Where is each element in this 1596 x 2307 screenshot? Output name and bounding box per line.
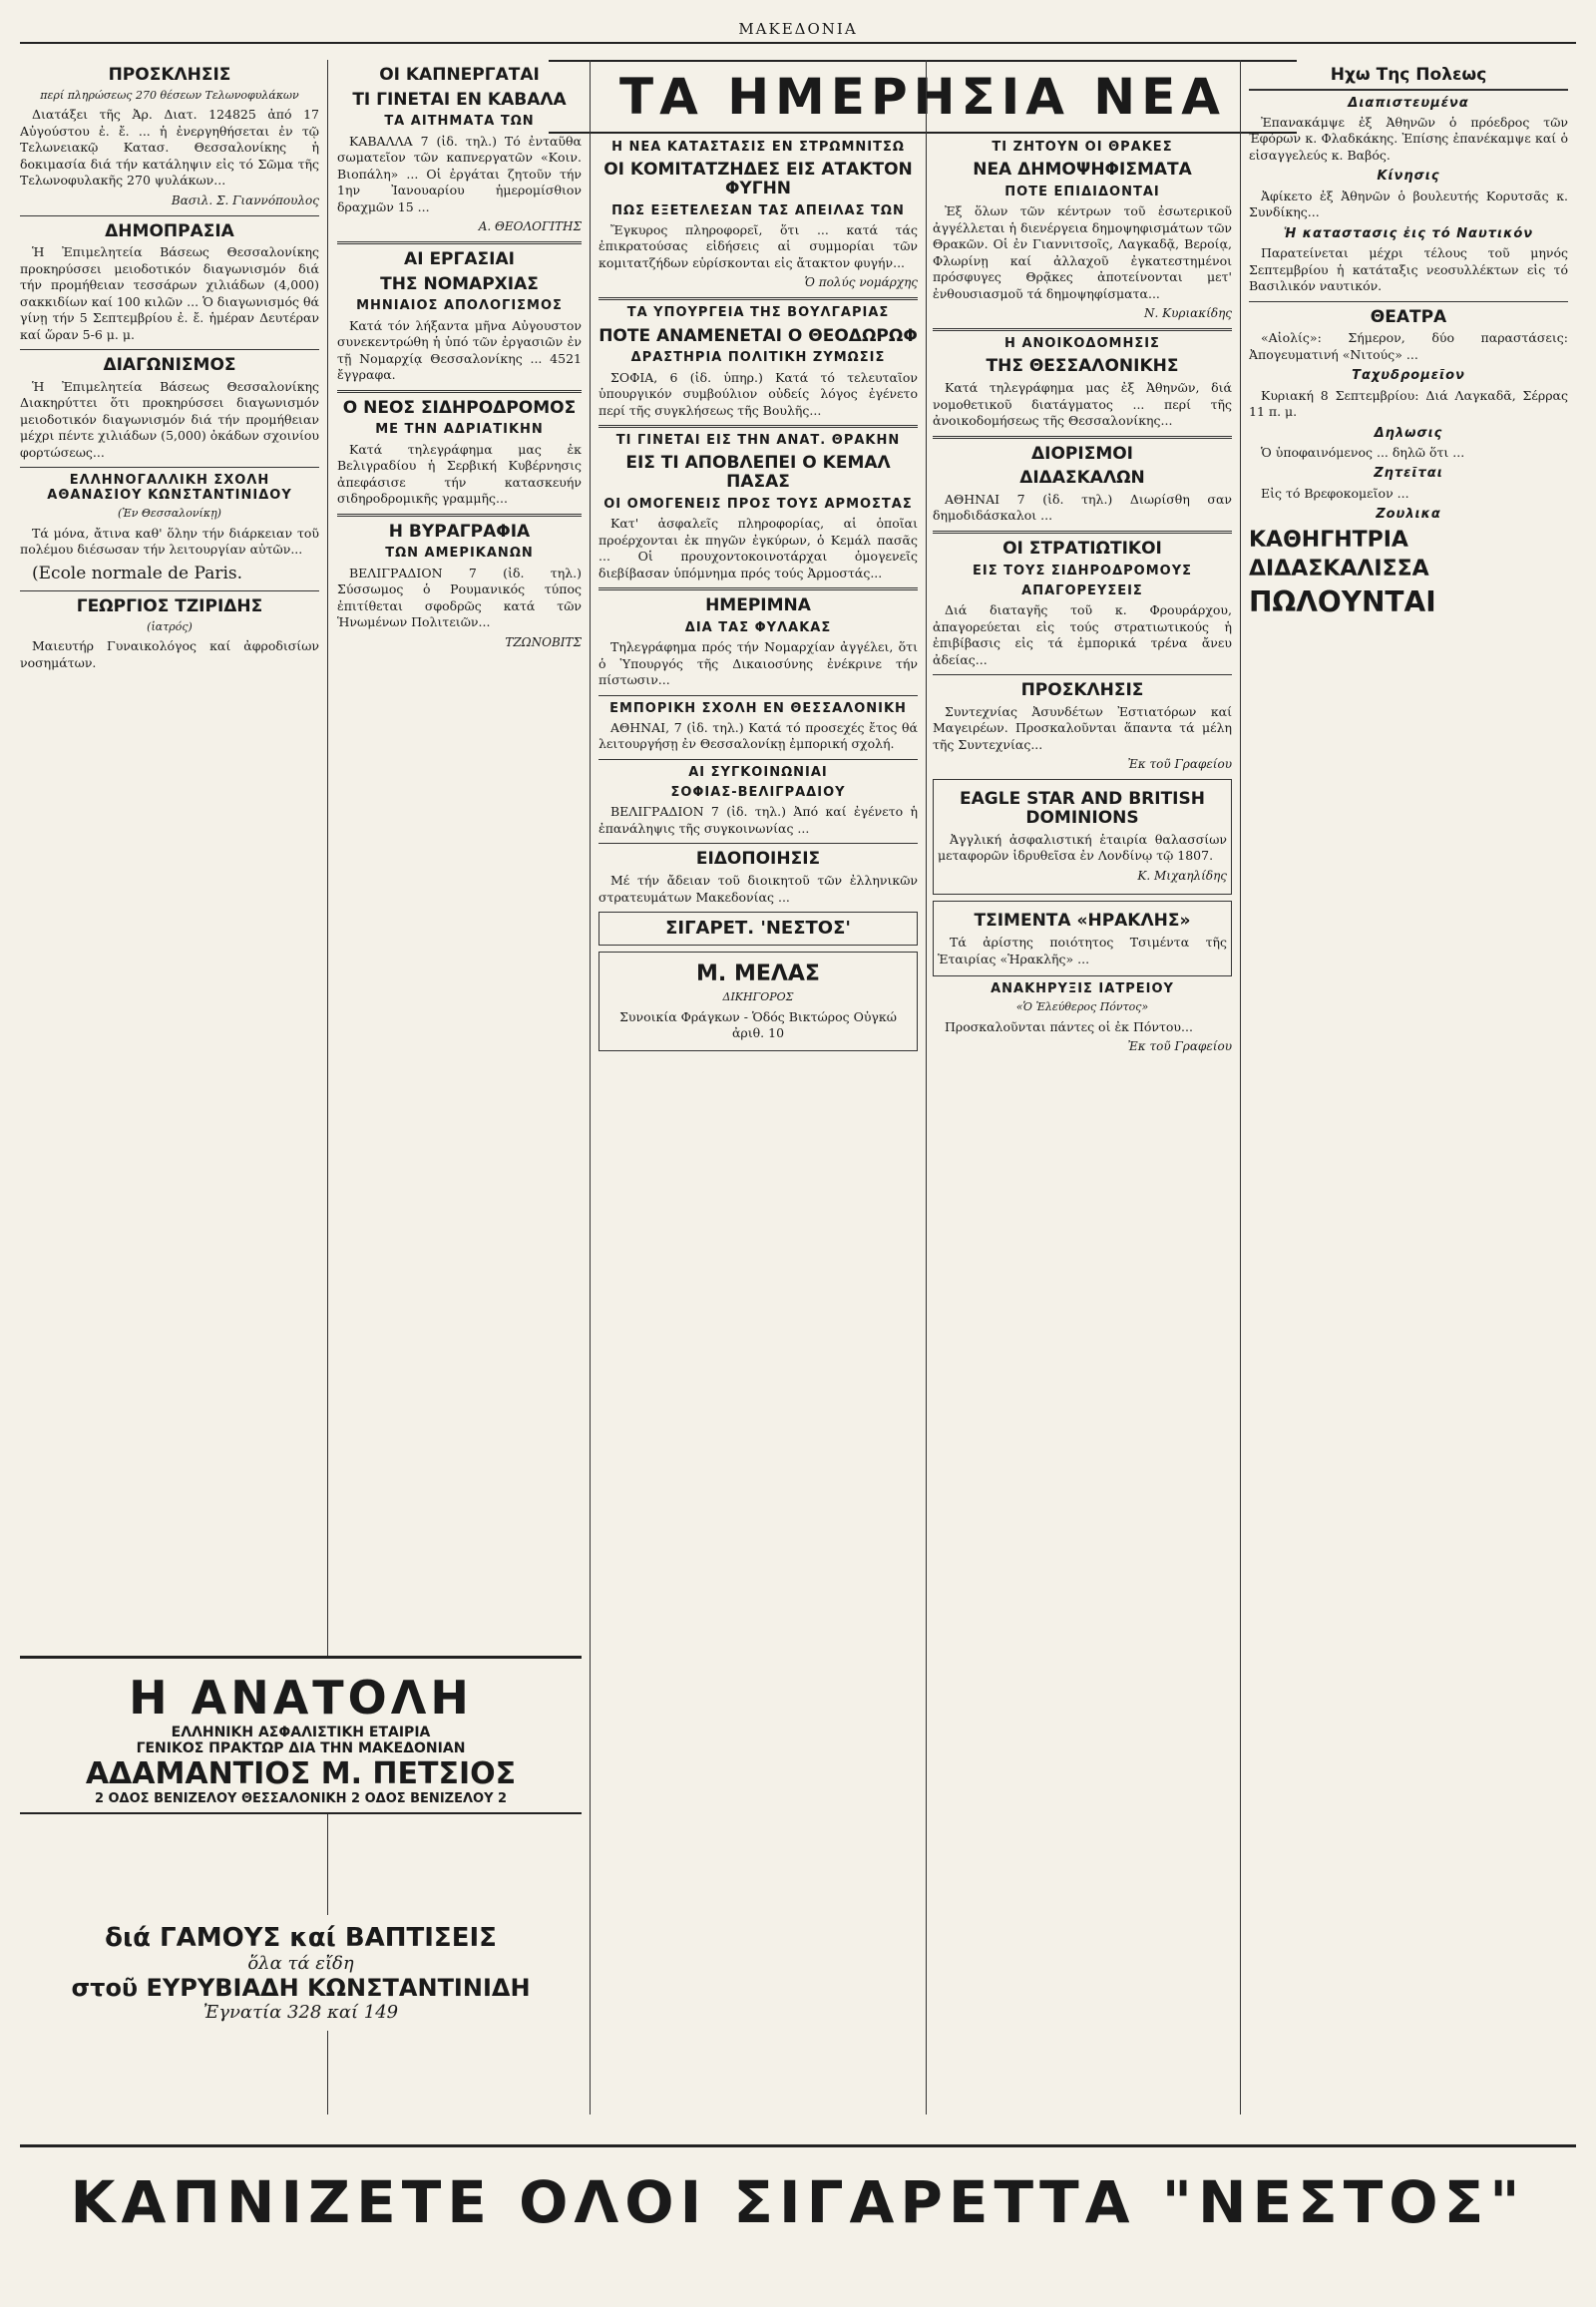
teacher-ad: ΔΙΔΑΣΚΑΛΙΣΣΑ [1249, 557, 1429, 582]
article-signature: Ὁ πολύς νομάρχης [804, 275, 918, 290]
article-subtitle: ΤΑ ΑΙΤΗΜΑΤΑ ΤΩΝ [384, 114, 535, 130]
lawyer-address: Συνοικία Φράγκων - Ὁδός Βικτώρος Οὐγκώ ἀριθ. 10 [619, 1008, 897, 1041]
divider [20, 215, 319, 216]
lawyer-name: Μ. ΜΕΛΑΣ [696, 961, 820, 986]
article-subtitle: ΜΕ ΤΗΝ ΑΔΡΙΑΤΙΚΗΝ [375, 422, 544, 438]
wedding-ad [20, 1915, 582, 2031]
notice-title: ΕΙΔΟΠΟΙΗΣΙΣ [695, 849, 821, 870]
article-subtitle: ΣΟΦΙΑΣ-ΒΕΛΙΓΡΑΔΙΟΥ [670, 785, 846, 801]
article-subtitle: ΤΩΝ ΑΜΕΡΙΚΑΝΩΝ [385, 546, 534, 562]
article-signature: ΤΖΩΝΟΒΙΤΣ [505, 634, 582, 649]
article-title: ΔΗΜΟΠΡΑΣΙΑ [105, 220, 234, 241]
article-body: Κατά τόν λήξαντα μῆνα Αὐγουστον συνεκεντρώθη ἡ ὑπό τῶν ἐργασιῶν ἐν τῇ Νομαρχίᾳ Θεσσαλονίκης ... 4521 ἔγγραφα. [337, 317, 582, 383]
article-body: Κατά τηλεγράφημα μας ἐκ Βελιγραδίου ἡ Σερβική Κυβέρνησις ἀπεφάσισε τήν κατασκευήν σιδηροδρομικῆς γραμμῆς... [337, 441, 582, 507]
article-kicker: ΤΑ ΥΠΟΥΡΓΕΙΑ ΤΗΣ ΒΟΥΛΓΑΡΙΑΣ [626, 305, 890, 321]
columns [20, 60, 1576, 2115]
anatoli-agent: ΑΔΑΜΑΝΤΙΟΣ Μ. ΠΕΤΣΙΟΣ [85, 1756, 517, 1791]
article-title: ΔΙΟΡΙΣΜΟΙ [1030, 443, 1134, 464]
cement-ad [933, 901, 1232, 976]
article-subtitle: ΠΟΤΕ ΕΠΙΔΙΔΟΝΤΑΙ [1004, 184, 1160, 199]
newspaper-page [20, 20, 1576, 2267]
article-subtitle: «Ὁ Ἐλεύθερος Πόντος» [1015, 1000, 1149, 1014]
article-title: ΤΗΣ ΝΟΜΑΡΧΙΑΣ [380, 273, 539, 294]
article-title: ΠΡΟΣΚΛΗΣΙΣ [108, 65, 231, 85]
article-title: ΠΟΤΕ ΑΝΑΜΕΝΕΤΑΙ Ο ΘΕΟΔΩΡΩΦ [598, 325, 918, 346]
article-body: Συντεχνίας Ἀσυνδέτων Ἐστιατόρων καί Μαγειρέων. Προσκαλοῦνται ἅπαντα τά μέλη τῆς Συντεχνίας... [933, 703, 1232, 752]
article-subtitle: ΟΙ ΟΜΟΓΕΝΕΙΣ ΠΡΟΣ ΤΟΥΣ ΑΡΜΟΣΤΑΣ [603, 496, 913, 512]
article-body: ΚΑΒΑΛΛΑ 7 (ἰδ. τηλ.) Τό ἐνταῦθα σωματεῖον τῶν καπνεργατῶν «Κοιν. Βιοπάλη» ... Οἱ ἐργάται ζητοῦν τήν 1ην Ἰανουαρίου ἡμερομίσθιον δραχμῶν 15 ... [337, 133, 582, 214]
article-title: Η ΒΥΡΑΓΡΑΦΙΑ [388, 521, 531, 542]
article-title: ΤΙ ΓΙΝΕΤΑΙ ΕΝ ΚΑΒΑΛΑ [352, 89, 567, 110]
divider [933, 674, 1232, 675]
divider [1249, 301, 1568, 302]
section-title: Δηλωσις [1374, 425, 1443, 441]
wedding-ad-line3: στοῦ ΕΥΡΥΒΙΑΔΗ ΚΩΝΣΤΑΝΤΙΝΙΔΗ [71, 1974, 531, 2002]
article-kicker: Η ΝΕΑ ΚΑΤΑΣΤΑΣΙΣ ΕΝ ΣΤΡΩΜΝΙΤΣΩ [611, 140, 905, 155]
divider [337, 514, 582, 517]
article-title: ΤΗΣ ΘΕΣΣΑΛΟΝΙΚΗΣ [986, 356, 1179, 377]
insurance-ad-body: Ἀγγλική ἀσφαλιστική ἑταιρία θαλασσίων μεταφορῶν ἱδρυθεῖσα ἐν Λονδίνῳ τῷ 1807. [938, 831, 1227, 864]
lawyer-title: ΔΙΚΗΓΟΡΟΣ [722, 990, 794, 1004]
article-body: Ἔγκυρος πληροφορεῖ, ὅτι ... κατά τάς ἐπικρατούσας εἰδήσεις αἱ συμμορίαι τῶν κομιτατζήδων εὑρίσκονται εἰς ἄτακτον φυγήν... [598, 221, 918, 270]
article-body: ΑΘΗΝΑΙ 7 (ἰδ. τηλ.) Διωρίσθη σαν δημοδιδάσκαλοι ... [933, 491, 1232, 524]
cement-ad-body: Τά ἀρίστης ποιότητος Τσιμέντα τῆς Ἑταιρίας «Ἡρακλῆς» ... [938, 935, 1227, 966]
article-title: ΑΝΑΚΗΡΥΞΙΣ ΙΑΤΡΕΙΟΥ [991, 981, 1174, 997]
divider [598, 695, 918, 696]
section-body: Ἐπανακάμψε ἐξ Ἀθηνῶν ὁ πρόεδρος τῶν Ἐφόρων κ. Φλαδκάκης. Ἐπίσης ἐπανέκαμψε καί ὁ εἰσαγγελεύς κ. Βαβός. [1249, 114, 1568, 163]
section-title: Διαπιστευμένα [1348, 95, 1469, 111]
section-title: Ταχυδρομεῖον [1352, 368, 1465, 384]
school-ad-subtitle: (Ἐν Θεσσαλονίκῃ) [118, 507, 221, 520]
article-body: ΒΕΛΙΓΡΑΔΙΟΝ 7 (ἰδ. τηλ.) Σύσσωμος ὁ Ρουμανικός τύπος ἐπιτίθεται σφοδρῶς κατά τῶν Ἡνωμένων Πολιτειῶν... [337, 565, 582, 630]
article-kicker: ΤΙ ΓΙΝΕΤΑΙ ΕΙΣ ΤΗΝ ΑΝΑΤ. ΘΡΑΚΗΝ [615, 433, 901, 449]
article-title: ΝΕΑ ΔΗΜΟΨΗΦΙΣΜΑΤΑ [973, 160, 1192, 181]
section-title: Ἡ καταστασις ἐις τό Ναυτικόν [1283, 225, 1534, 241]
insurance-ad-title: EAGLE STAR AND BRITISH DOMINIONS [960, 789, 1205, 828]
article-title: ΔΙΔΑΣΚΑΛΩΝ [1019, 468, 1145, 489]
section-body: «Αἰολίς»: Σήμερον, δύο παραστάσεις: Ἀπογευματινή «Νιτούς» ... [1249, 330, 1568, 362]
teacher-ad: ΚΑΘΗΓΗΤΡΙΑ [1249, 528, 1408, 554]
article-kicker: Η ΑΝΟΙΚΟΔΟΜΗΣΙΣ [1004, 336, 1160, 352]
lawyer-ad [598, 952, 918, 1051]
section-body: Εἰς τό Βρεφοκομεῖον ... [1261, 485, 1409, 501]
article-body: Τηλεγράφημα πρός τήν Νομαρχίαν ἀγγέλει, ὅτι ὁ Ὑπουργός τῆς Δικαιοσύνης ἐνέκρινε τήν πίστωσιν... [598, 639, 918, 688]
anatoli-title: Η ΑΝΑΤΟΛΗ [129, 1671, 473, 1725]
article-signature: Βασιλ. Σ. Γιαννόπουλος [171, 192, 319, 207]
article-subtitle: ΠΩΣ ΕΞΕΤΕΛΕΣΑΝ ΤΑΣ ΑΠΕΙΛΑΣ ΤΩΝ [611, 202, 905, 218]
article-title: ΕΜΠΟΡΙΚΗ ΣΧΟΛΗ ΕΝ ΘΕΣΣΑΛΟΝΙΚΗ [609, 700, 907, 716]
for-sale-ad: ΠΩΛΟΥΝΤΑΙ [1249, 584, 1436, 618]
article-kicker: ΤΙ ΖΗΤΟΥΝ ΟΙ ΘΡΑΚΕΣ [992, 140, 1173, 155]
doctor-ad-title: ΓΕΩΡΓΙΟΣ ΤΖΙΡΙΔΗΣ [76, 595, 263, 616]
article-body: Ἡ Ἐπιμελητεία Βάσεως Θεσσαλονίκης Διακηρύττει ὅτι προκηρύσσει διαγωνισμόν μειοδοτικόν διαγωνισμόν διά τήν προμήθειαν μέχρι πέντε χιλιάδων (5,000) ὀκάδων σχοινίου φορτώσεως... [20, 378, 319, 460]
article-body: Κατά τηλεγράφημα μας ἐξ Ἀθηνῶν, διά νομοθετικοῦ διατάγματος ... περί τῆς ἀνοικοδομήσεως τῆς Θεσσαλονίκης... [933, 380, 1232, 429]
section-body: Κυριακή 8 Σεπτεμβρίου: Διά Λαγκαδᾶ, Σέρρας 11 π. μ. [1249, 387, 1568, 420]
anatoli-line1: ΕΛΛΗΝΙΚΗ ΑΣΦΑΛΙΣΤΙΚΗ ΕΤΑΙΡΙΑ [171, 1725, 431, 1740]
divider [598, 843, 918, 844]
article-body: ΣΟΦΙΑ, 6 (ἰδ. ὑπηρ.) Κατά τό τελευταῖον ὑπουργικόν συμβούλιον οὐδείς λόγος ἐγένετο περί τῆς συγκλήσεως τῆς Βουλῆς... [598, 369, 918, 418]
article-body: Διά διαταγῆς τοῦ κ. Φρουράρχου, ἀπαγορεύεται εἰς τούς στρατιωτικούς ἡ ἐπιβίβασις εἰς τά ἐμπορικά τρένα ἄνευ ἀδείας... [933, 602, 1232, 667]
wedding-ad-line1: διά ΓΑΜΟΥΣ καί ΒΑΠΤΙΣΕΙΣ [105, 1923, 497, 1953]
section-body: Παρατείνεται μέχρι τέλους τοῦ μηνός Σεπτεμβρίου ἡ κατάταξις νεοσυλλέκτων εἰς τό Βασιλικόν ναυτικόν. [1249, 245, 1568, 294]
article-title: ΟΙ ΚΟΜΙΤΑΤΖΗΔΕΣ ΕΙΣ ΑΤΑΚΤΟΝ ΦΥΓΗΝ [603, 160, 913, 198]
section-title: ΘΕΑΤΡΑ [1370, 306, 1447, 327]
article-body: Προσκαλοῦνται πάντες οἱ ἐκ Πόντου... [945, 1018, 1193, 1034]
daily-news-banner: ΤΑ ΗΜΕΡΗΣΙΑ ΝΕΑ [549, 60, 1297, 134]
divider [337, 241, 582, 244]
article-signature: Ν. Κυριακίδης [1144, 306, 1232, 321]
school-ad-body: Τά μόνα, ἄτινα καθ' ὅλην τήν διάρκειαν τοῦ πολέμου διέσωσαν τήν λειτουργίαν αὐτῶν... [20, 525, 319, 558]
doctor-ad-subtitle: (ἰατρός) [147, 619, 193, 633]
article-title: ΑΙ ΣΥΓΚΟΙΝΩΝΙΑΙ [688, 764, 828, 780]
article-subtitle: ΕΙΣ ΤΟΥΣ ΣΙΔΗΡΟΔΡΟΜΟΥΣ [972, 563, 1193, 578]
article-body: ΒΕΛΙΓΡΑΔΙΟΝ 7 (ἰδ. τηλ.) Ἀπό καί ἐγένετο ἡ ἐπανάληψις τῆς συγκοινωνίας ... [598, 804, 918, 836]
article-body: ΑΘΗΝΑΙ, 7 (ἰδ. τηλ.) Κατά τό προσεχές ἔτος θά λειτουργήσῃ ἐν Θεσσαλονίκῃ ἐμπορική σχολή. [598, 719, 918, 752]
article-body: Διατάξει τῆς Ἀρ. Διατ. 124825 ἀπό 17 Αὐγούστου ἐ. ἔ. ... ἡ ἐνεργηθήσεται ἐν τῷ Τελωνειακῷ Κατασ. Θεσσαλονίκης ἡ δοκιμασία διά τήν κατάληψιν εἰς τό Σῶμα τῆς Τελωνοφυλακῆς 270 ψυλάκων... [20, 107, 319, 189]
article-subtitle: ΜΗΝΙΑΙΟΣ ΑΠΟΛΟΓΙΣΜΟΣ [356, 298, 563, 314]
column-header: Ηχω Της Πολεως [1249, 66, 1568, 91]
article-body: Ἐξ ὅλων τῶν κέντρων τοῦ ἐσωτερικοῦ ἀγγέλλεται ἡ διενέργεια δημοψηφισμάτων τῶν Θρακῶν. Οἱ ἐν Γιαννιτσοῖς, Λαγκαδᾷ, Βεροίᾳ, Φλωρίνῃ καί ἀλλαχοῦ ἐγκατεστημένοι πρόσφυγες Θρᾷκες ἀποτείνονται μετ' ἐνθουσιασμοῦ τά δημοψηφίσματα... [933, 203, 1232, 301]
article-title: ΕΙΣ ΤΙ ΑΠΟΒΛΕΠΕΙ Ο ΚΕΜΑΛ ΠΑΣΑΣ [625, 453, 891, 493]
article-title: ΑΙ ΕΡΓΑΣΙΑΙ [404, 249, 515, 269]
insurance-ad [933, 779, 1232, 895]
article-signature: Ἐκ τοῦ Γραφείου [1127, 757, 1232, 772]
article-title: Ο ΝΕΟΣ ΣΙΔΗΡΟΔΡΟΜΟΣ [342, 397, 577, 418]
divider [337, 390, 582, 393]
divider [598, 297, 918, 300]
doctor-ad-body: Μαιευτήρ Γυναικολόγος καί ἀφροδισίων νοσημάτων. [20, 638, 319, 670]
anatoli-line2: ΓΕΝΙΚΟΣ ΠΡΑΚΤΩΡ ΔΙΑ ΤΗΝ ΜΑΚΕΔΟΝΙΑΝ [136, 1740, 466, 1756]
divider [933, 531, 1232, 534]
school-ad-title: ΕΛΛΗΝΟΓΑΛΛΙΚΗ ΣΧΟΛΗ ΑΘΑΝΑΣΙΟΥ ΚΩΝΣΤΑΝΤΙΝΙΔΟΥ [47, 473, 292, 503]
article-signature: Α. ΘΕΟΛΟΓΙΤΗΣ [478, 219, 582, 234]
anatoli-insurance-ad [20, 1656, 582, 1814]
divider [933, 328, 1232, 331]
divider [598, 425, 918, 428]
nestos-cigarette-ad: ΣΙΓΑΡΕΤ. 'ΝΕΣΤΟΣ' [598, 912, 918, 946]
section-title: Ζουλικα [1376, 507, 1441, 523]
nestos-footer-ad: ΚΑΠΝΙΖΕΤΕ ΟΛΟΙ ΣΙΓΑΡΕΤΤΑ "ΝΕΣΤΟΣ" [20, 2144, 1576, 2257]
divider [933, 436, 1232, 439]
article-title: ΠΡΟΣΚΛΗΣΙΣ [1020, 680, 1144, 701]
article-title: ΗΜΕΡΙΜΝΑ [705, 595, 811, 616]
divider [598, 587, 918, 590]
article-subtitle: ΑΠΑΓΟΡΕΥΣΕΙΣ [1021, 582, 1143, 598]
article-subtitle: ΔΡΑΣΤΗΡΙΑ ΠΟΛΙΤΙΚΗ ΖΥΜΩΣΙΣ [630, 350, 886, 366]
divider [598, 759, 918, 760]
article-body: Ἡ Ἐπιμελητεία Βάσεως Θεσσαλονίκης προκηρύσσει μειοδοτικόν διαγωνισμόν διά τήν προμήθειαν τεσσάρων χιλιάδων (4,000) σακκιδίων καί 100 κιλῶν ... Ὁ διαγωνισμός θά γίνῃ τήν 5 Σεπτεμβρίου ἐ. ἔ. ἡμέραν Δευτέραν καί ὥραν 5-6 μ. μ. [20, 244, 319, 342]
divider [20, 590, 319, 591]
insurance-ad-signature: Κ. Μιχαηλίδης [1137, 868, 1227, 883]
section-title: Ζητεῖται [1374, 466, 1443, 482]
column-3 [598, 60, 927, 2115]
wedding-ad-line2: ὅλα τά εἴδη [247, 1953, 354, 1974]
masthead: ΜΑΚΕΔΟΝΙΑ [20, 20, 1576, 44]
divider [20, 349, 319, 350]
notice-body: Μέ τήν ἄδειαν τοῦ διοικητοῦ τῶν ἐλληνικῶν στρατευμάτων Μακεδονίας ... [598, 873, 918, 905]
school-ad-ecole: (Ecole normale de Paris. [32, 563, 243, 583]
column-4 [933, 60, 1241, 2115]
article-signature: Ἐκ τοῦ Γραφείου [1127, 1039, 1232, 1054]
divider [20, 467, 319, 468]
section-body: Ὁ ὑποφαινόμενος ... δηλῶ ὅτι ... [1261, 444, 1465, 460]
anatoli-address: 2 ΟΔΟΣ ΒΕΝΙΖΕΛΟΥ ΘΕΣΣΑΛΟΝΙΚΗ 2 ΟΔΟΣ ΒΕΝΙΖΕΛΟΥ 2 [94, 1791, 508, 1806]
article-title: ΟΙ ΚΑΠΝΕΡΓΑΤΑΙ [379, 65, 540, 85]
article-subtitle: περί πληρώσεως 270 θέσεων Τελωνοφυλάκων [40, 88, 299, 102]
article-subtitle: ΔΙΑ ΤΑΣ ΦΥΛΑΚΑΣ [684, 619, 832, 635]
cement-ad-title: ΤΣΙΜΕΝΤΑ «ΗΡΑΚΛΗΣ» [974, 911, 1191, 932]
section-body: Ἀφίκετο ἐξ Ἀθηνῶν ὁ βουλευτής Κορυτσᾶς κ. Συνδίκης... [1249, 188, 1568, 220]
article-title: ΔΙΑΓΩΝΙΣΜΟΣ [103, 355, 236, 376]
wedding-ad-line4: Ἐγνατία 328 καί 149 [202, 2002, 399, 2023]
section-title: Κίνησις [1377, 169, 1440, 185]
article-title: ΟΙ ΣΤΡΑΤΙΩΤΙΚΟΙ [1002, 538, 1162, 559]
column-5 [1249, 60, 1568, 2115]
article-body: Κατ' ἀσφαλεῖς πληροφορίας, αἱ ὁποῖαι προέρχονται ἐκ πηγῶν ἐγκύρων, ὁ Κεμάλ πασᾶς ... Οἱ προυχοντοκοινοτάρχαι ὁμογενεῖς διεβίβασαν ὑπόμνημα πρός τούς Ἀρμοστάς... [598, 516, 918, 580]
